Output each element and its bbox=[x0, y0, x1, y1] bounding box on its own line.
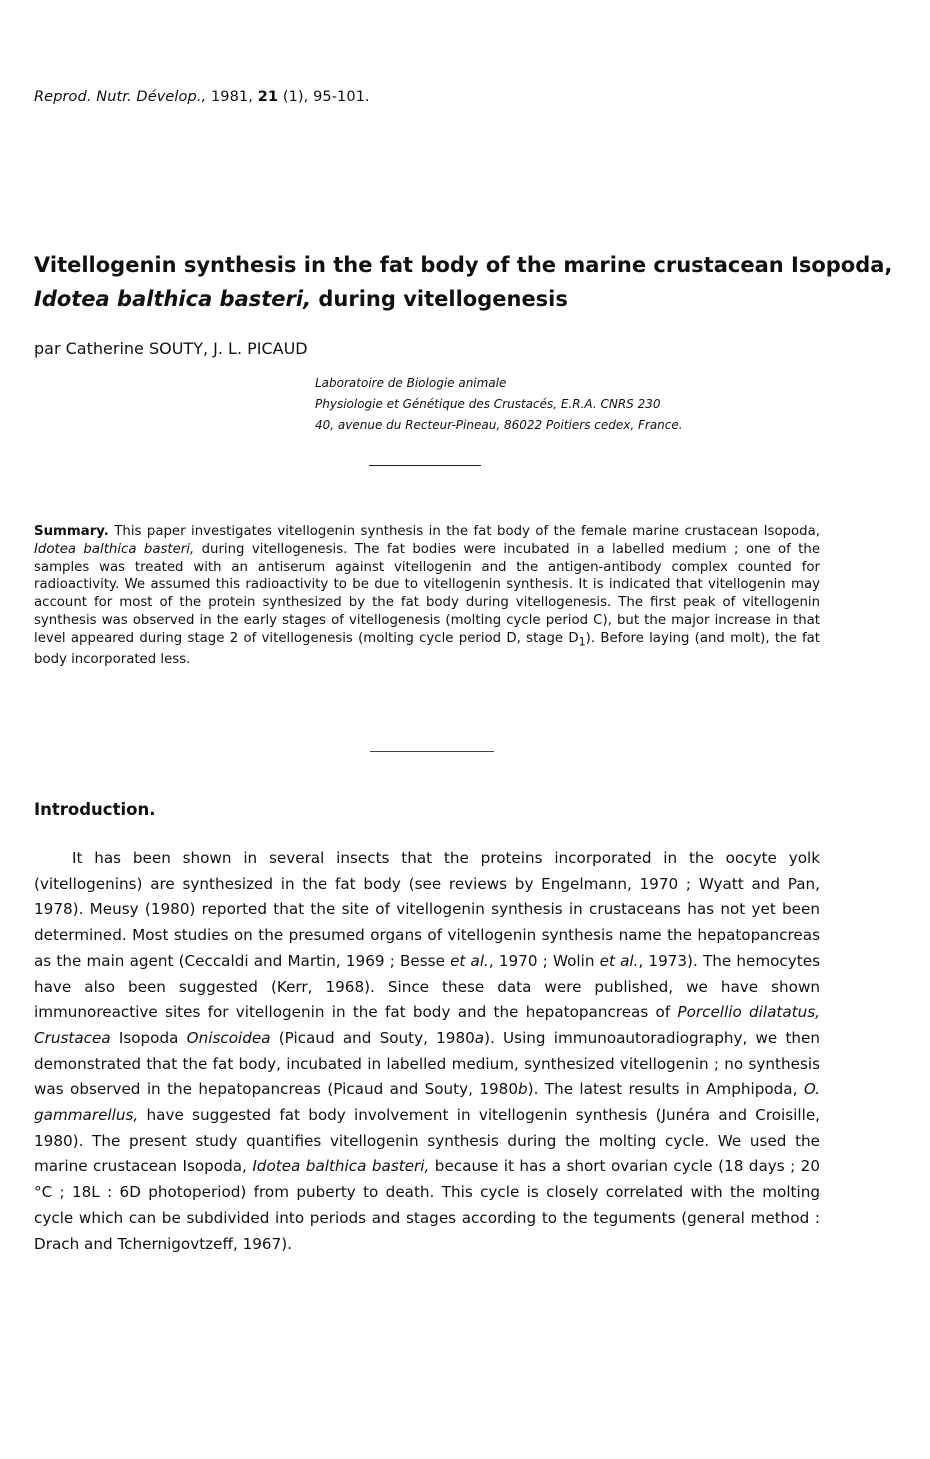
journal-year: 1981, bbox=[210, 89, 253, 105]
summary-text1: This paper investigates vitellogenin synthesis in the fat body of the female marine crustacean Isopoda, bbox=[108, 524, 820, 539]
summary-label: Summary. bbox=[34, 524, 109, 539]
divider bbox=[370, 751, 494, 752]
paper-title bbox=[34, 248, 894, 316]
summary-subscript: 1 bbox=[578, 635, 586, 649]
introduction-paragraph bbox=[34, 846, 820, 1257]
section-heading-introduction: Introduction. bbox=[34, 800, 156, 819]
intro-text: Isopoda bbox=[110, 1028, 187, 1047]
intro-ref-letter: a bbox=[474, 1028, 485, 1047]
intro-ref-letter: b bbox=[518, 1080, 528, 1099]
intro-text: ). The latest results in Amphipoda, bbox=[527, 1080, 804, 1099]
title-part1: Vitellogenin synthesis in the fat body of the marine crustacean Isopoda, bbox=[34, 253, 893, 277]
affiliation-line1: Laboratoire de Biologie animale bbox=[315, 376, 507, 390]
intro-text: ). Using immunoautoradiography, we then demonstrated that the fat body, incubated in labelled medium, synthesized vitellogenin ; no synthesis was observed in the hepatopancreas (Picaud and Souty, 1980 bbox=[34, 1028, 820, 1099]
intro-species: O. gammarellus, bbox=[34, 1080, 820, 1125]
divider bbox=[369, 465, 481, 466]
intro-text: , 1973). The hemocytes have also been suggested (Kerr, 1968). Since these data were published, we have shown immunoreactive sites for vitellogenin in the fat body and the hepatopancreas of bbox=[34, 951, 820, 1022]
intro-etal: et al. bbox=[599, 951, 639, 970]
journal-name: Reprod. Nutr. Dévelop., bbox=[34, 89, 207, 105]
intro-text: , 1970 ; Wolin bbox=[488, 951, 600, 970]
journal-volume: 21 bbox=[257, 89, 279, 105]
authors: par Catherine SOUTY, J. L. PICAUD bbox=[34, 339, 308, 358]
title-species: Idotea balthica basteri, bbox=[34, 287, 312, 311]
intro-species: Oniscoidea bbox=[186, 1028, 271, 1047]
summary bbox=[34, 523, 820, 669]
title-part2: during vitellogenesis bbox=[318, 287, 568, 311]
summary-species: Idotea balthica basteri, bbox=[34, 541, 195, 557]
intro-species: Porcellio dilatatus, Crustacea bbox=[34, 1003, 820, 1047]
intro-etal: et al. bbox=[450, 951, 489, 970]
summary-text3: ). Before laying (and molt), the fat body incorporated less. bbox=[34, 630, 820, 668]
affiliation-line3: 40, avenue du Recteur-Pineau, 86022 Poitiers cedex, France. bbox=[315, 418, 683, 432]
intro-text: because it has a short ovarian cycle (18 days ; 20 °C ; 18L : 6D photoperiod) from puberty to death. This cycle is closely correlated with the molting cycle which can be subdivided into periods and stages according to the teguments (general method : Drach and Tchernigovtzeff, 1967). bbox=[34, 1157, 821, 1253]
intro-text: have suggested fat body involvement in vitellogenin synthesis (Junéra and Croisille, 1980). The present study quantifies vitellogenin synthesis during the molting cycle. We used the marine crustacean Isopoda, bbox=[34, 1106, 820, 1176]
affiliation bbox=[315, 373, 835, 436]
intro-text: It has been shown in several insects that the proteins incorporated in the oocyte yolk (vitellogenins) are synthesized in the fat body (see reviews by Engelmann, 1970 ; Wyatt and Pan, 1978). Meusy (1980) reported that the site of vitellogenin synthesis in crustaceans has not yet been determined. Most studies on the presumed organs of vitellogenin synthesis name the hepatopancreas as the main agent (Ceccaldi and Martin, 1969 ; Besse bbox=[34, 849, 820, 970]
journal-issue-pages: (1), 95-101. bbox=[282, 89, 370, 105]
summary-text2: during vitellogenesis. The fat bodies were incubated in a labelled medium ; one of the samples was treated with an antiserum against vitellogenin and the antigen-antibody complex counted for radioactivity. We assumed this radioactivity to be due to vitellogenin synthesis. It is indicated that vitellogenin may account for most of the protein synthesized by the fat body during vitellogenesis. The first peak of vitellogenin synthesis was observed in the early stages of vitellogenesis (molting cycle period C), but the major increase in that level appeared during stage 2 of vitellogenesis (molting cycle period D, stage D bbox=[34, 541, 820, 646]
affiliation-line2: Physiologie et Génétique des Crustacés, E.R.A. CNRS 230 bbox=[315, 397, 661, 411]
intro-species: Idotea balthica basteri, bbox=[252, 1157, 430, 1176]
intro-text: (Picaud and Souty, 1980 bbox=[270, 1028, 475, 1047]
journal-citation bbox=[34, 89, 370, 105]
